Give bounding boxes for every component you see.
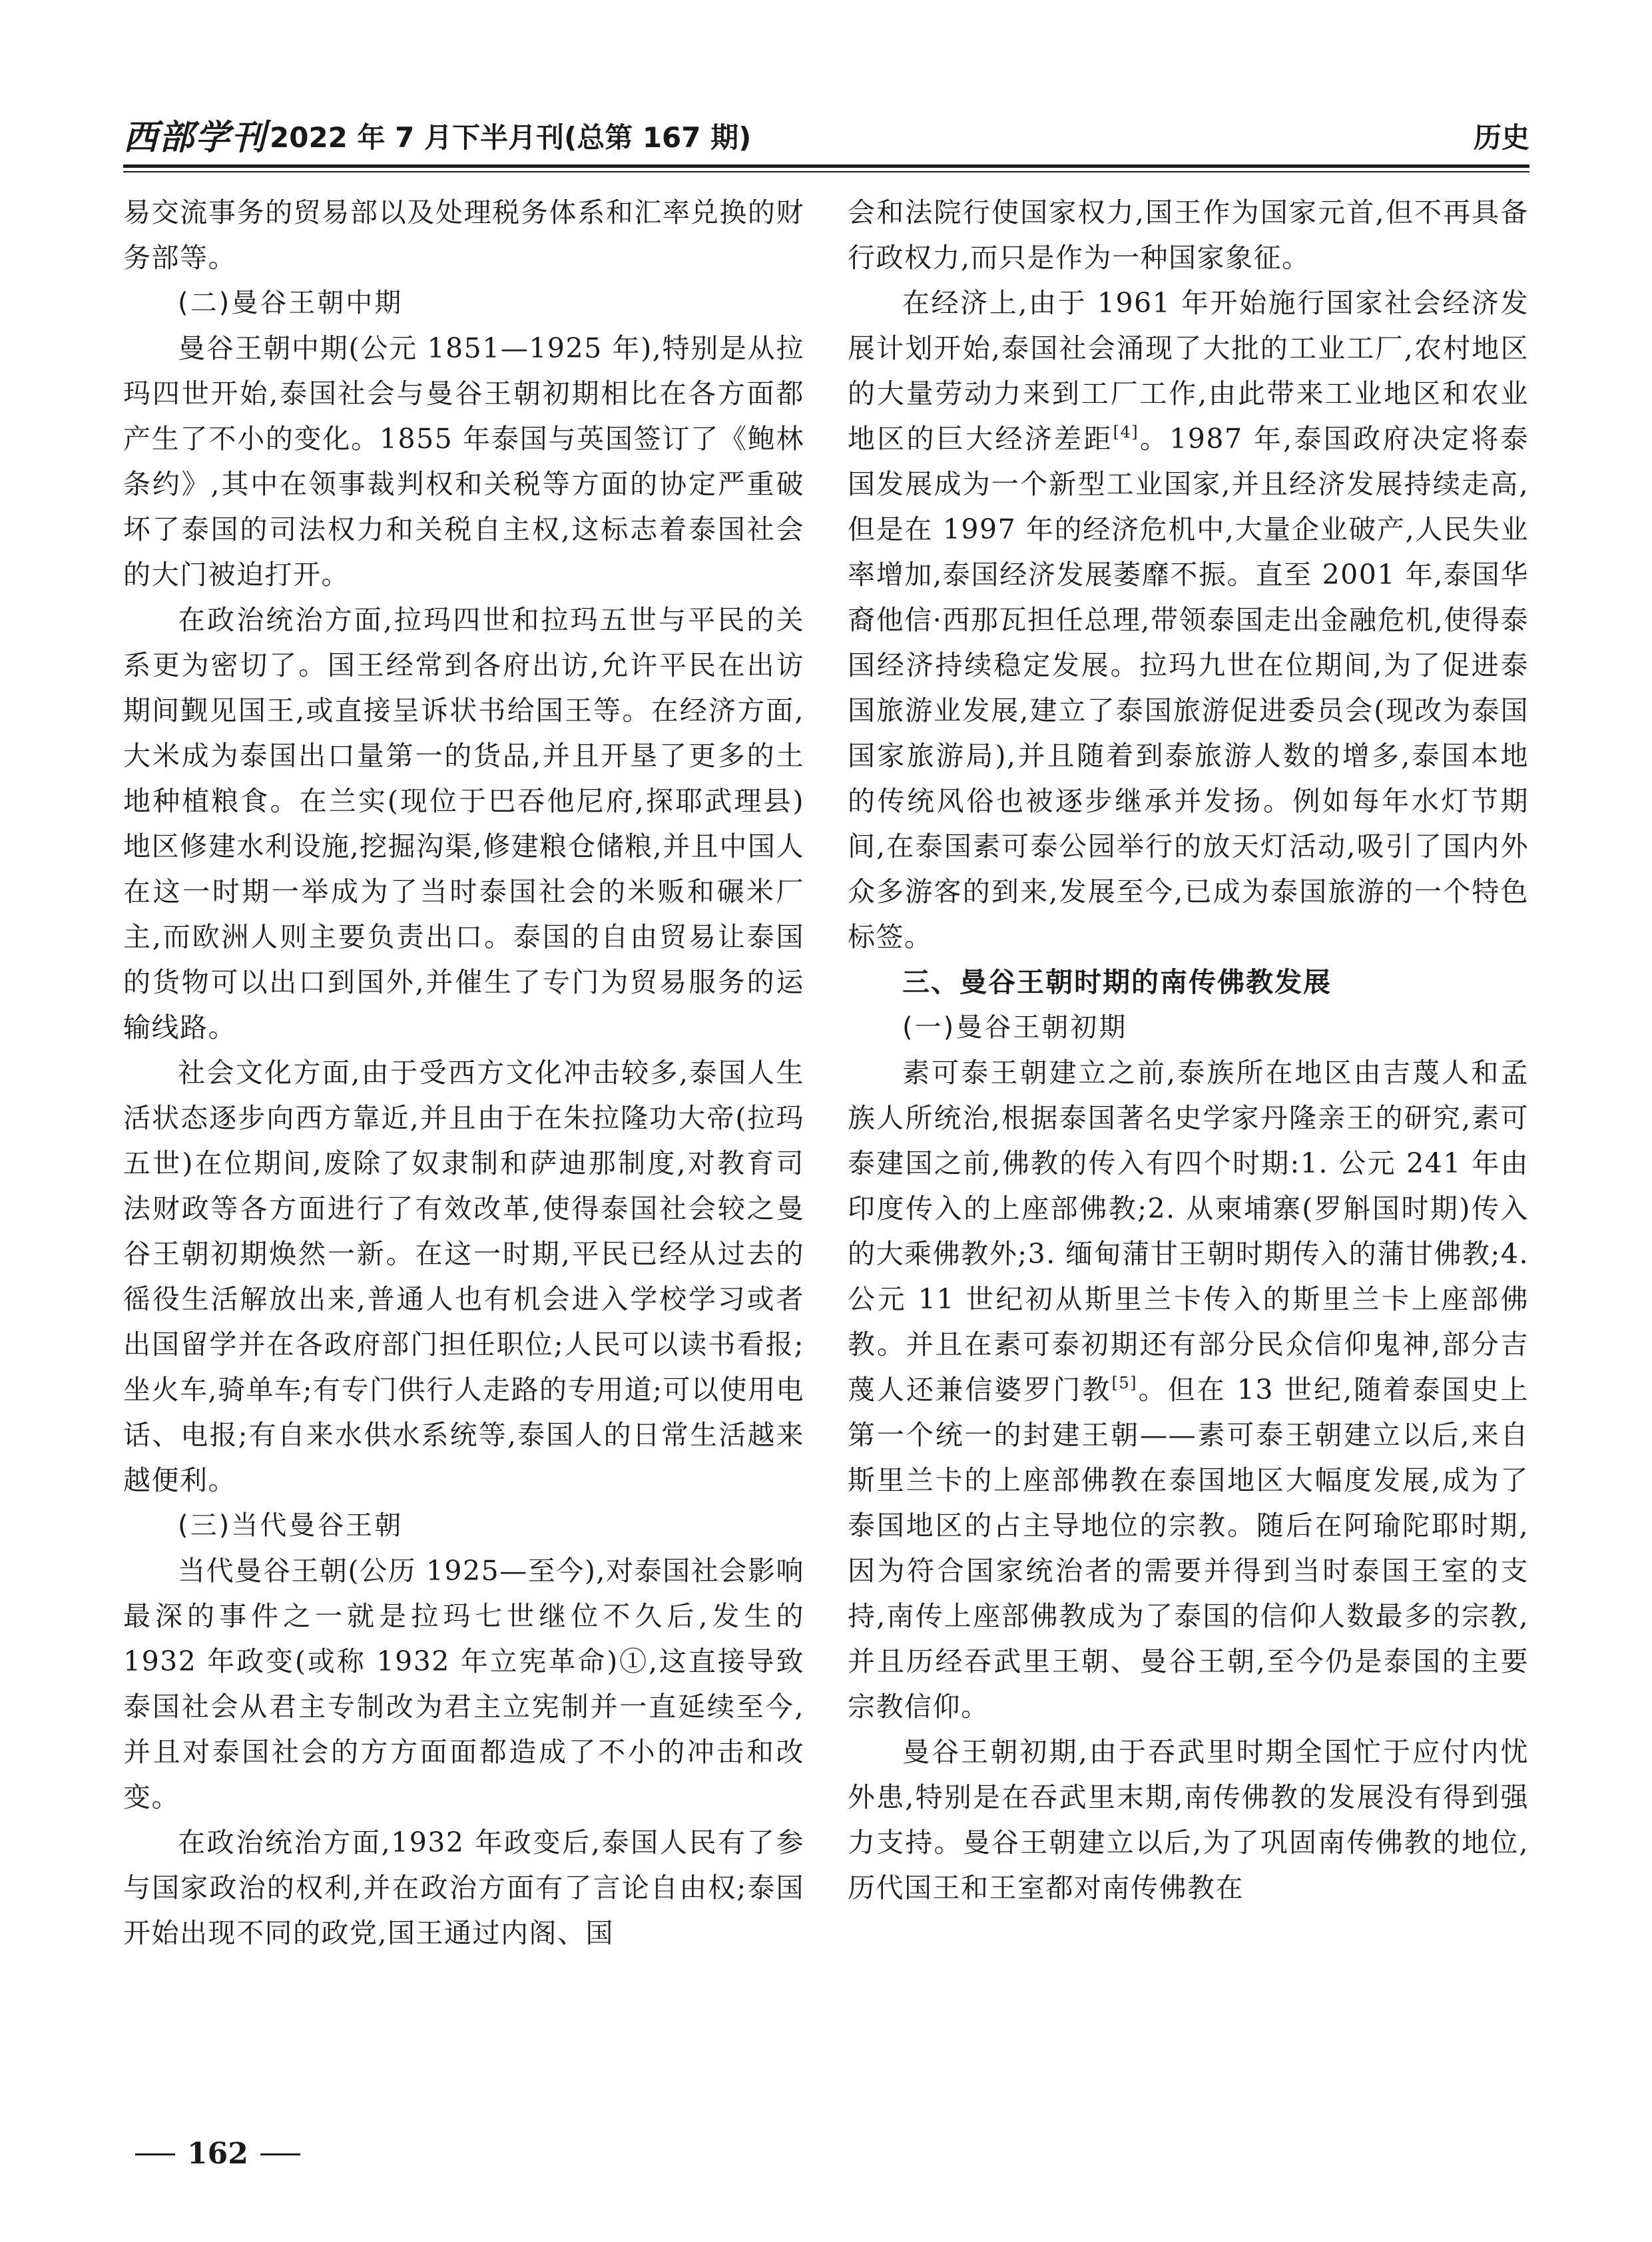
paragraph: 曼谷王朝中期(公元 1851—1925 年),特别是从拉玛四世开始,泰国社会与曼谷王朝初期相比在各方面都产生了不小的变化。1855 年泰国与英国签订了《鲍林条约》,其中在领事裁判权和关税等方面的协定严重破坏了泰国的司法权力和关税自主权,这标志着泰国社会的大门被迫打开。 xyxy=(123,332,804,591)
paragraph: 在政治统治方面,1932 年政变后,泰国人民有了参与国家政治的权利,并在政治方面有了言论自由权;泰国开始出现不同的政党,国王通过内阁、国 xyxy=(123,1826,804,1949)
header-left xyxy=(123,117,751,159)
header-rule-thick xyxy=(123,164,1529,168)
paragraph: 社会文化方面,由于受西方文化冲击较多,泰国人生活状态逐步向西方靠近,并且由于在朱拉隆功大帝(拉玛五世)在位期间,废除了奴隶制和萨迪那制度,对教育司法财政等各方面进行了有效改革,使得泰国社会较之曼谷王朝初期焕然一新。在这一时期,平民已经从过去的徭役生活解放出来,普通人也有机会进入学校学习或者出国留学并在各政府部门担任职位;人民可以读书看报;坐火车,骑单车;有专门供行人走路的专用道;可以使用电话、电报;有自来水供水系统等,泰国人的日常生活越来越便利。 xyxy=(123,1057,804,1496)
footer-dash-left xyxy=(135,2153,175,2155)
subsection-heading: (一)曼谷王朝初期 xyxy=(902,1012,1128,1043)
paragraph: 曼谷王朝初期,由于吞武里时期全国忙于应付内忧外患,特别是在吞武里末期,南传佛教的发展没有得到强力支持。曼谷王朝建立以后,为了巩固南传佛教的地位,历代国王和王室都对南传佛教在 xyxy=(848,1736,1529,1904)
subsection-heading: (二)曼谷王朝中期 xyxy=(178,288,404,318)
section-heading: 三、曼谷王朝时期的南传佛教发展 xyxy=(902,966,1332,998)
header-rule-thin xyxy=(123,171,1529,172)
left-column xyxy=(123,190,804,1956)
paragraph: 当代曼谷王朝(公历 1925—至今),对泰国社会影响最深的事件之一就是拉玛七世继位不久后,发生的 1932 年政变(或称 1932 年立宪革命)①,这直接导致泰国社会从君主专制改为君主立宪制并一直延续至今,并且对泰国社会的方方面面都造成了不小的冲击和改变。 xyxy=(123,1555,804,1813)
paragraph: 在经济上,由于 1961 年开始施行国家社会经济发展计划开始,泰国社会涌现了大批的工业工厂,农村地区的大量劳动力来到工厂工作,由此带来工业地区和农业地区的巨大经济差距[4]。1987 年,泰国政府决定将泰国发展成为一个新型工业国家,并且经济发展持续走高,但是在 1997 年的经济危机中,大量企业破产,人民失业率增加,泰国经济发展萎靡不振。直至 2001 年,泰国华裔他信·西那瓦担任总理,带领泰国走出金融危机,使得泰国经济持续稳定发展。拉玛九世在位期间,为了促进泰国旅游业发展,建立了泰国旅游促进委员会(现改为泰国国家旅游局),并且随着到泰旅游人数的增多,泰国本地的传统风俗也被逐步继承并发扬。例如每年水灯节期间,在泰国素可泰公园举行的放天灯活动,吸引了国内外众多游客的到来,发展至今,已成为泰国旅游的一个特色标签。 xyxy=(848,287,1529,953)
paragraph-continued: 易交流事务的贸易部以及处理税务体系和汇率兑换的财务部等。 xyxy=(123,196,804,274)
right-column xyxy=(848,190,1529,1910)
page-number: 162 xyxy=(187,2137,248,2171)
paragraph-continued: 会和法院行使国家权力,国王作为国家元首,但不再具备行政权力,而只是作为一种国家象征。 xyxy=(848,196,1529,274)
running-header xyxy=(123,110,1529,159)
subsection-heading: (三)当代曼谷王朝 xyxy=(178,1510,404,1541)
paragraph: 素可泰王朝建立之前,泰族所在地区由吉蔑人和孟族人所统治,根据泰国著名史学家丹隆亲王的研究,素可泰建国之前,佛教的传入有四个时期:1. 公元 241 年由印度传入的上座部佛教;2. 从柬埔寨(罗斛国时期)传入的大乘佛教外;3. 缅甸蒲甘王朝时期传入的蒲甘佛教;4. 公元 11 世纪初从斯里兰卡传入的斯里兰卡上座部佛教。并且在素可泰初期还有部分民众信仰鬼神,部分吉蔑人还兼信婆罗门教[5]。但在 13 世纪,随着泰国史上第一个统一的封建王朝——素可泰王朝建立以后,来自斯里兰卡的上座部佛教在泰国地区大幅度发展,成为了泰国地区的占主导地位的宗教。随后在阿瑜陀耶时期,因为符合国家统治者的需要并得到当时泰国王室的支持,南传上座部佛教成为了泰国的信仰人数最多的宗教,并且历经吞武里王朝、曼谷王朝,至今仍是泰国的主要宗教信仰。 xyxy=(848,1057,1529,1723)
journal-logo: 西部学刊 xyxy=(123,117,268,158)
paragraph: 在政治统治方面,拉玛四世和拉玛五世与平民的关系更为密切了。国王经常到各府出访,允许平民在出访期间觐见国王,或直接呈诉状书给国王等。在经济方面,大米成为泰国出口量第一的货品,并且开垦了更多的土地种植粮食。在兰实(现位于巴吞他尼府,探耶武理县)地区修建水利设施,挖掘沟渠,修建粮仓储粮,并且中国人在这一时期一举成为了当时泰国社会的米贩和碾米厂主,而欧洲人则主要负责出口。泰国的自由贸易让泰国的货物可以出口到国外,并催生了专门为贸易服务的运输线路。 xyxy=(123,604,804,1043)
page-footer xyxy=(123,2134,312,2174)
issue-info: 2022 年 7 月下半月刊(总第 167 期) xyxy=(270,121,752,154)
footer-dash-right xyxy=(260,2153,300,2155)
section-tag: 历史 xyxy=(1473,121,1529,154)
